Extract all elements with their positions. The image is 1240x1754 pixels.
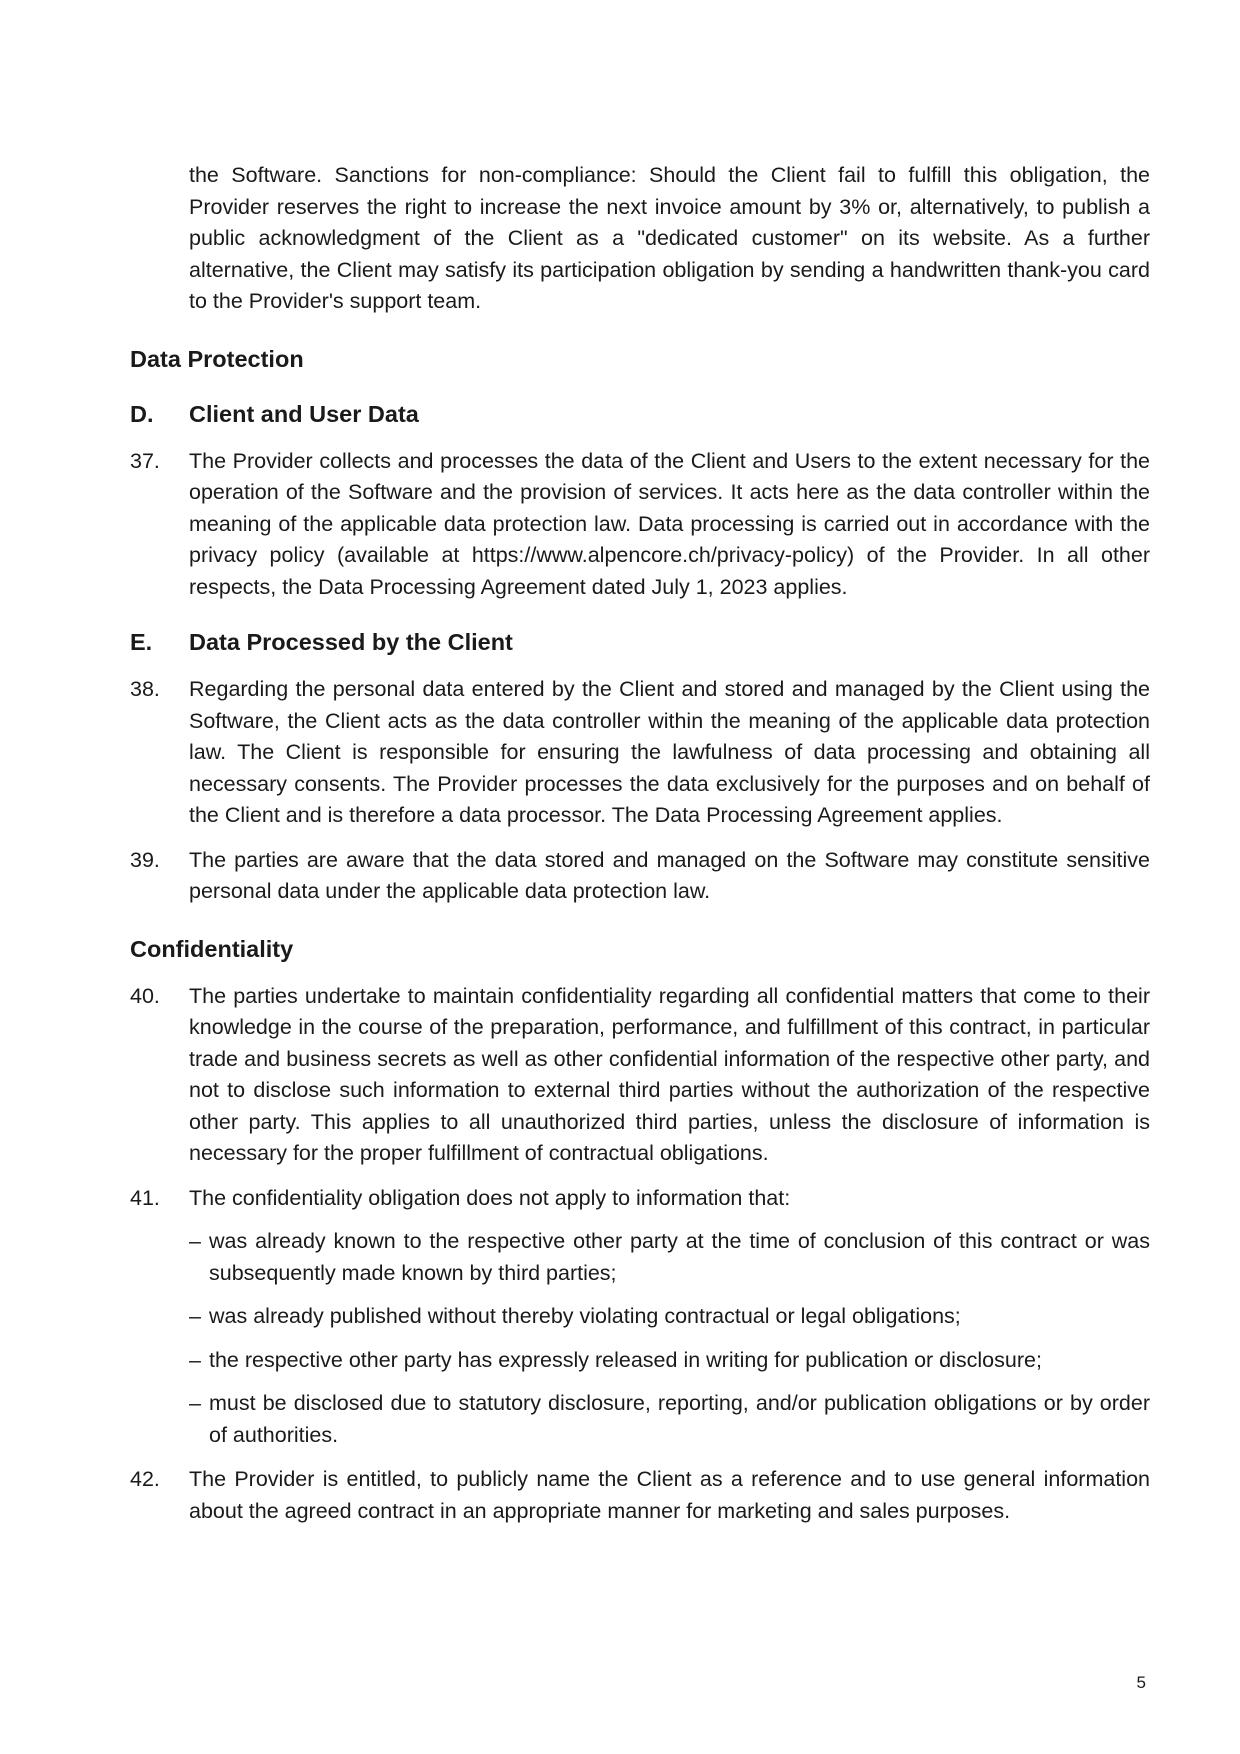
paragraph-number: 41.: [130, 1185, 160, 1210]
list-item-text: must be disclosed due to statutory disclosure, reporting, and/or publication obligations or by order of authorities.: [209, 1391, 1150, 1447]
paragraph-text: Regarding the personal data entered by the Client and stored and managed by the Client using the Software, the Client acts as the data controller within the meaning of the applicable data protection law. The Client is responsible for ensuring the lawfulness of data processing and obtaining all necessary consents. The Provider processes the data exclusively for the purposes and on behalf of the Client and is therefore a data processor. The Data Processing Agreement applies.: [189, 677, 1150, 827]
dash-bullet-icon: –: [189, 1391, 201, 1415]
paragraph-39: [130, 845, 1150, 908]
list-item: [189, 1345, 1150, 1377]
dash-bullet-icon: –: [189, 1229, 201, 1253]
paragraph-number: 42.: [130, 1467, 160, 1491]
paragraph-text: The Provider is entitled, to publicly name the Client as a reference and to use general information about the agreed contract in an appropriate manner for marketing and sales purposes.: [189, 1467, 1150, 1523]
list-item: [189, 1226, 1150, 1289]
list-item-text: was already known to the respective other party at the time of conclusion of this contract or was subsequently made known by third parties;: [209, 1229, 1150, 1285]
subsection-letter: D.: [130, 400, 154, 427]
dash-bullet-icon: –: [189, 1347, 201, 1372]
subsection-heading-e: [130, 626, 1150, 658]
intro-paragraph: the Software. Sanctions for non-compliance: Should the Client fail to fulfill this obligation, the Provider reserves the right to increase the next invoice amount by 3% or, alternatively, to publish a public acknowledgment of the Client as a "dedicated customer" on its website. As a further alternative, the Client may satisfy its participation obligation by sending a handwritten thank-you card to the Provider's support team.: [189, 163, 1150, 313]
dash-bullet-icon: –: [189, 1304, 201, 1328]
subsection-heading-d: [130, 398, 1150, 430]
paragraph-text: The confidentiality obligation does not apply to information that:: [189, 1185, 791, 1210]
paragraph-42: [130, 1464, 1150, 1527]
paragraph-41: [130, 1183, 1150, 1452]
paragraph-37: [130, 446, 1150, 604]
exception-list: [189, 1226, 1150, 1451]
paragraph-number: 38.: [130, 677, 160, 701]
section-heading-data-protection: Data Protection: [130, 345, 304, 372]
paragraph-number: 37.: [130, 448, 160, 473]
paragraph-text: The Provider collects and processes the data of the Client and Users to the extent necessary for the operation of the Software and the provision of services. It acts here as the data controller within the meaning of the applicable data protection law. Data processing is carried out in accordance with the privacy policy (available at https://www.alpencore.ch/privacy-policy) of the Provider. In all other respects, the Data Processing Agreement dated July 1, 2023 applies.: [189, 448, 1150, 599]
paragraph-text: The parties undertake to maintain confidentiality regarding all confidential matters that come to their knowledge in the course of the preparation, performance, and fulfillment of this contract, in particular trade and business secrets as well as other confidential information of the respective other party, and not to disclose such information to external third parties without the authorization of the respective other party. This applies to all unauthorized third parties, unless the disclosure of information is necessary for the proper fulfillment of contractual obligations.: [189, 983, 1150, 1165]
list-item-text: was already published without thereby violating contractual or legal obligations;: [209, 1304, 961, 1328]
paragraph-text: The parties are aware that the data stored and managed on the Software may constitute sensitive personal data under the applicable data protection law.: [189, 847, 1150, 903]
page-number: 5: [1136, 1673, 1146, 1692]
list-item: [189, 1301, 1150, 1333]
list-item-text: the respective other party has expressly released in writing for publication or disclosure;: [209, 1347, 1042, 1372]
page-content: [130, 160, 1150, 1527]
paragraph-number: 40.: [130, 983, 160, 1008]
subsection-letter: E.: [130, 629, 153, 655]
paragraph-40: [130, 981, 1150, 1170]
paragraph-number: 39.: [130, 847, 160, 872]
subsection-title: Client and User Data: [189, 400, 419, 427]
subsection-title: Data Processed by the Client: [189, 629, 513, 655]
paragraph-body: [189, 1183, 1150, 1452]
section-heading-confidentiality: Confidentiality: [130, 935, 294, 962]
list-item: [189, 1388, 1150, 1451]
paragraph-38: [130, 674, 1150, 832]
